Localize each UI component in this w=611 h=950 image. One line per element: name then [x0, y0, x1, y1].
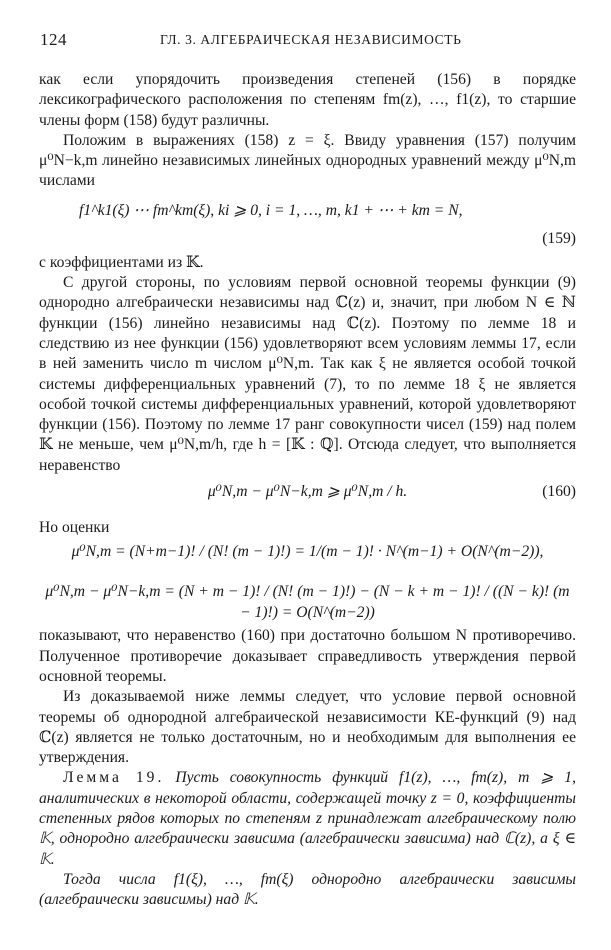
formula-159-expression: f1^k1(ξ) ⋯ fm^km(ξ), ki ⩾ 0, i = 1, …, m, k1 + ⋯ + km = N,: [79, 201, 463, 219]
lemma-conclusion: Тогда числа f1(ξ), …, fm(ξ) однородно алгебраически зависимы (алгебраически зависимы) над 𝕂.: [39, 870, 576, 909]
running-title: ГЛ. 3. АЛГЕБРАИЧЕСКАЯ НЕЗАВИСИМОСТЬ: [160, 32, 462, 47]
lemma-19: [39, 768, 576, 869]
page-header: [40, 30, 576, 52]
paragraph-5: Но оценки: [39, 519, 110, 537]
lemma-statement: Пусть совокупность функций f1(z), …, fm(z), m ⩾ 1, аналитических в некоторой области, содержащей точку z = 0, коэффициенты степенных рядов которых по степеням z принадлежат алгебраическому полю 𝕂, однородно алгебраически зависима (алгебраически зависима) над ℂ(z), а ξ ∈ 𝕂.: [39, 769, 576, 868]
formula-160: [39, 482, 576, 518]
estimate-1: μ⁰N,m = (N+m−1)! / (N! (m − 1)!) = 1/(m − 1)! · N^(m−1) + O(N^(m−2)),: [71, 543, 544, 561]
page-number: 124: [40, 30, 67, 49]
paragraph-3: с коэффициентами из 𝕂.: [39, 253, 204, 271]
paragraph-7: Из доказываемой ниже леммы следует, что условие первой основной теоремы об однородной алгебраической независимости КЕ-функций (9) над ℂ(z) является не только достаточным, но и необходимым для выполнения ее утверждения.: [39, 688, 576, 767]
paragraph-4: С другой стороны, по условиям первой основной теоремы функции (9) однородно алгебраически независимы над ℂ(z) и, значит, при любом N ∈ ℕ функции (156) линейно независимы над ℂ(z). Поэтому по лемме 18 и следствию из нее функции (156) удовлетворяют всем условиям леммы 17, если в ней заменить число m числом μ⁰N,m. Так как ξ не является особой точкой системы дифференциальных уравнений (7), то по лемме 18 ξ не является особой точкой системы дифференциальных уравнений, которой удовлетворяют функции (156). Поэтому по лемме 17 ранг совокупности чисел (159) над полем 𝕂 не меньше, чем μ⁰N,m/h, где h = [𝕂 : ℚ]. Отсюда следует, что выполняется неравенство: [39, 274, 576, 474]
equation-number-159: (159): [542, 229, 576, 247]
paragraph-1: как если упорядочить произведения степеней (156) в порядке лексикографического расположения по степеням fm(z), …, f1(z), то старшие члены форм (158) будут различны.: [39, 71, 576, 129]
estimate-2: μ⁰N,m − μ⁰N−k,m = (N + m − 1)! / (N! (m − 1)!) − (N − k + m − 1)! / ((N − k)! (m − 1)!) = O(N^(m−2)): [45, 583, 570, 621]
formula-160-expression: μ⁰N,m − μ⁰N−k,m ⩾ μ⁰N,m / h.: [207, 483, 408, 501]
paragraph-6: показывают, что неравенство (160) при достаточно большом N противоречиво. Полученное противоречие доказывает справедливость утверждения первой основной теоремы.: [39, 627, 576, 685]
page-body: [39, 70, 576, 911]
lemma-heading: Лемма 19.: [63, 769, 165, 787]
formula-159: [39, 201, 576, 253]
estimates-block: [39, 542, 576, 626]
equation-number-160: (160): [542, 483, 576, 501]
paragraph-2: Положим в выражениях (158) z = ξ. Ввиду уравнения (157) получим μ⁰N−k,m линейно независимых линейных однородных уравнений между μ⁰N,m числами: [39, 131, 576, 190]
